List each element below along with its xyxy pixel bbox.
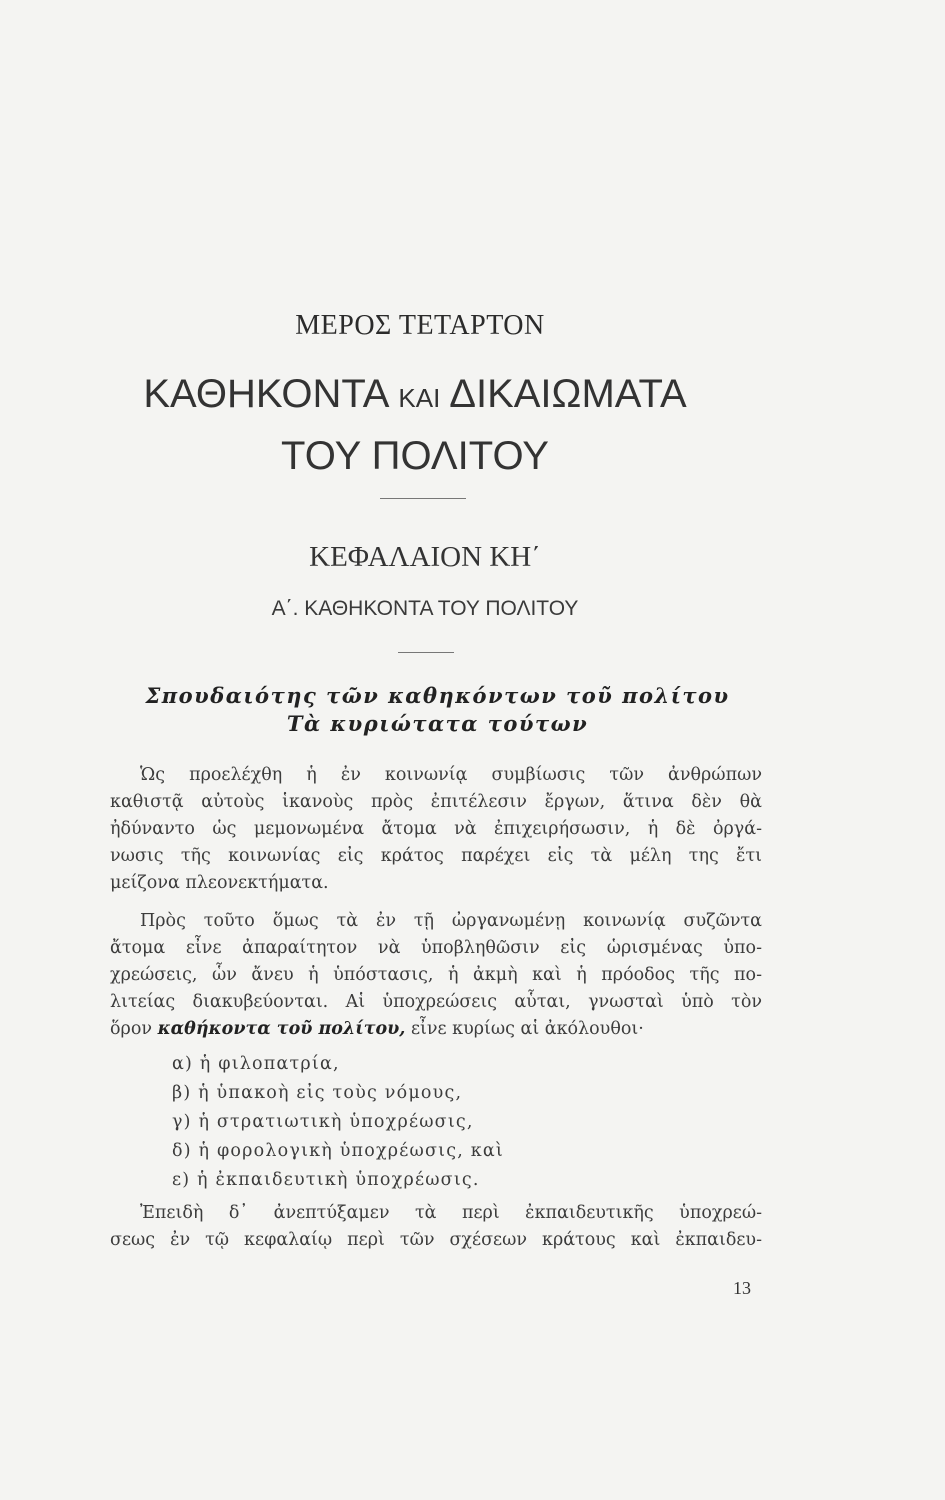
- page-number: 13: [733, 1278, 751, 1298]
- text-line: μείζονα πλεονεκτήματα.: [110, 873, 329, 893]
- main-title-word-1: ΚΑΘΗΚΟΝΤΑ: [143, 372, 388, 416]
- text-line: χρεώσεις, ὧν ἄνευ ἡ ὑπόστασις, ἡ ἀκμὴ καὶ ἡ πρόοδος τῆς πο-: [110, 965, 762, 985]
- chapter-heading: ΚΕΦΑΛΑΙΟΝ ΚΗ΄: [309, 541, 541, 573]
- main-title: [0, 365, 830, 485]
- list-item: γ) ἡ στρατιωτικὴ ὑποχρέωσις,: [172, 1112, 474, 1132]
- text-line: ἄτομα εἶνε ἀπαραίτητον νὰ ὑποβληθῶσιν εἰς ὡρισμένας ὑπο-: [110, 938, 762, 958]
- text-line: ἠδύναντο ὡς μεμονωμένα ἄτομα νὰ ἐπιχειρήσωσιν, ἡ δὲ ὀργά-: [110, 819, 762, 839]
- text-fragment: ὅρον: [110, 1019, 158, 1039]
- subheading-2: Τὰ κυριώτατα τούτων: [286, 711, 589, 736]
- section-heading: Α΄. ΚΑΘΗΚΟΝΤΑ ΤΟΥ ΠΟΛΙΤΟΥ: [271, 597, 579, 620]
- text-line: [110, 1019, 762, 1039]
- list-item: α) ἡ φιλοπατρία,: [172, 1054, 340, 1074]
- emphasized-term: καθήκοντα τοῦ πολίτου,: [157, 1019, 406, 1039]
- subheading-1: Σπουδαιότης τῶν καθηκόντων τοῦ πολίτου: [145, 683, 730, 708]
- text-line: Πρὸς τοῦτο ὅμως τὰ ἐν τῇ ὠργανωμένῃ κοινωνίᾳ συζῶντα: [140, 911, 762, 931]
- text-line: λιτείας διακυβεύονται. Αἱ ὑποχρεώσεις αὗται, γνωσταὶ ὑπὸ τὸν: [110, 992, 762, 1012]
- list-item: δ) ἡ φορολογικὴ ὑποχρέωσις, καὶ: [172, 1141, 504, 1161]
- text-line: νωσις τῆς κοινωνίας εἰς κράτος παρέχει εἰς τὰ μέλη της ἔτι: [110, 846, 762, 866]
- part-title: ΜΕΡΟΣ ΤΕΤΑΡΤΟΝ: [295, 310, 545, 341]
- main-title-line-1: [0, 365, 830, 427]
- text-line: Ὡς προελέχθη ἡ ἐν κοινωνίᾳ συμβίωσις τῶν ἀνθρώπων: [140, 765, 762, 785]
- list-item: ε) ἡ ἐκπαιδευτικὴ ὑποχρέωσις.: [172, 1170, 480, 1190]
- main-title-word-2: ΚΑΙ: [398, 383, 441, 413]
- text-line: Ἐπειδὴ δ᾽ ἀνεπτύξαμεν τὰ περὶ ἐκπαιδευτικῆς ὑποχρεώ-: [140, 1203, 762, 1223]
- divider-rule: [398, 652, 454, 653]
- text-fragment: εἶνε κυρίως αἱ ἀκόλουθοι·: [405, 1019, 644, 1039]
- main-title-line-2: ΤΟΥ ΠΟΛΙΤΟΥ: [281, 434, 549, 478]
- list-item: β) ἡ ὑπακοὴ εἰς τοὺς νόμους,: [172, 1083, 463, 1103]
- divider-rule: [380, 498, 466, 499]
- text-line: καθιστᾷ αὐτοὺς ἱκανοὺς πρὸς ἐπιτέλεσιν ἔργων, ἅτινα δὲν θὰ: [110, 792, 762, 812]
- main-title-word-3: ΔΙΚΑΙΩΜΑΤΑ: [449, 372, 687, 416]
- text-line: σεως ἐν τῷ κεφαλαίῳ περὶ τῶν σχέσεων κράτους καὶ ἐκπαιδευ-: [110, 1230, 762, 1250]
